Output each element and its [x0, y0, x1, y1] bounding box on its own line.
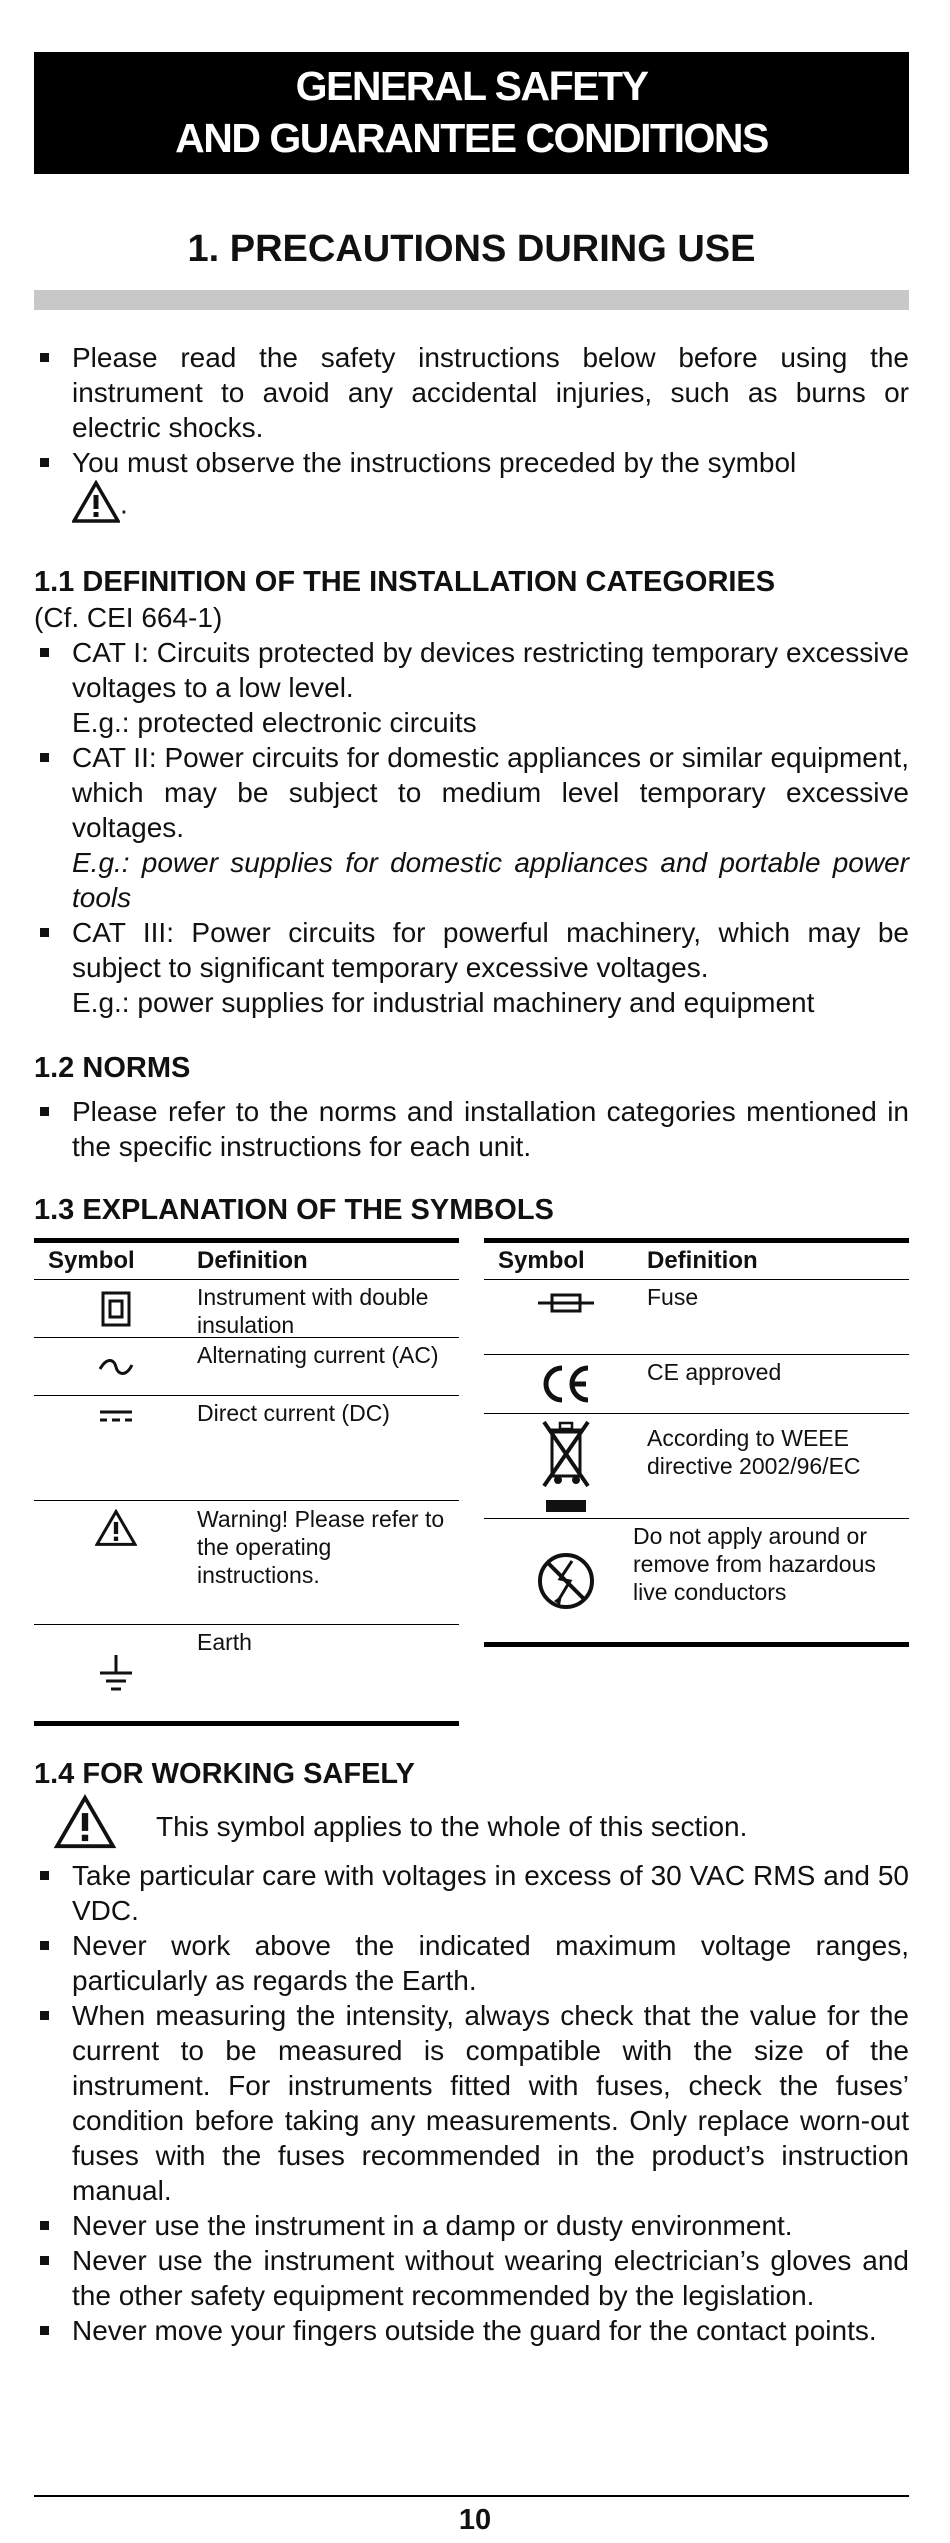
- ce-mark-icon: [484, 1355, 647, 1413]
- table-header: Symbol Definition: [484, 1238, 909, 1280]
- table-row: According to WEEE directive 2002/96/EC: [484, 1414, 909, 1519]
- direct-current-icon: [34, 1396, 197, 1500]
- section-1-2: [34, 1050, 909, 1164]
- list-item: CAT III: Power circuits for powerful machinery, which may be subject to significant temporary excessive voltages. E.g.: power supplies for industrial machinery and equipment: [34, 915, 909, 1020]
- list-item: Please refer to the norms and installation categories mentioned in the specific instructions for each unit.: [34, 1094, 909, 1164]
- table-header: Symbol Definition: [34, 1238, 459, 1280]
- grey-divider: [34, 290, 909, 310]
- list-item: Never work above the indicated maximum voltage ranges, particularly as regards the Earth.: [34, 1928, 909, 1998]
- table-row: Fuse: [484, 1280, 909, 1355]
- symbols-table: [34, 1238, 909, 1726]
- table-row: Instrument with double insulation: [34, 1280, 459, 1338]
- section-1-4: [34, 1756, 909, 2348]
- warning-icon: [34, 1501, 197, 1624]
- table-row: CE approved: [484, 1355, 909, 1414]
- heading-symbols: 1.3 EXPLANATION OF THE SYMBOLS: [34, 1194, 554, 1226]
- title-banner: [34, 52, 909, 174]
- earth-icon: [34, 1625, 197, 1721]
- list-item: When measuring the intensity, always check that the value for the current to be measured is compatible with the size of the instrument. For instruments fitted with fuses, check the fuses’ condition before taking any measurements. Only replace worn-out fuses with the fuses recommended in the product’s instruction manual.: [34, 1998, 909, 2208]
- precautions-list: [34, 340, 909, 532]
- list-item: Never move your fingers outside the guard for the contact points.: [34, 2313, 909, 2348]
- alternating-current-icon: [34, 1338, 197, 1395]
- table-row: Warning! Please refer to the operating instructions.: [34, 1501, 459, 1625]
- heading-working-safely: 1.4 FOR WORKING SAFELY: [34, 1758, 415, 1790]
- warning-icon: [34, 1794, 156, 1858]
- heading-installation-categories: 1.1 DEFINITION OF THE INSTALLATION CATEGORIES: [34, 566, 776, 598]
- page-number: 10: [458, 2504, 492, 2536]
- category-list: [34, 635, 909, 1020]
- section-1-3: [34, 1192, 909, 1726]
- table-row: Direct current (DC): [34, 1396, 459, 1501]
- list-item: You must observe the instructions preceded by the symbol .: [34, 445, 909, 532]
- list-item: CAT II: Power circuits for domestic appliances or similar equipment, which may be subject to medium level temporary excessive voltages. E.g.: power supplies for domestic appliances and portable power tools: [34, 740, 909, 915]
- working-safely-list: [34, 1858, 909, 2348]
- table-row: Earth: [34, 1625, 459, 1721]
- weee-bin-icon: [484, 1414, 647, 1518]
- list-item: Take particular care with voltages in excess of 30 VAC RMS and 50 VDC.: [34, 1858, 909, 1928]
- double-insulation-icon: [34, 1280, 197, 1337]
- symbols-column-left: [34, 1238, 459, 1726]
- norm-reference: (Cf. CEI 664-1): [34, 602, 223, 633]
- banner-line-2: AND GUARANTEE CONDITIONS: [175, 115, 768, 161]
- table-row: Do not apply around or remove from hazardous live conductors: [484, 1519, 909, 1647]
- section-1-1: [34, 564, 909, 1020]
- symbols-column-right: [484, 1238, 909, 1726]
- footer-rule: [34, 2495, 909, 2497]
- document-page: [34, 52, 909, 2348]
- norms-list: [34, 1094, 909, 1164]
- section-title: 1. PRECAUTIONS DURING USE: [187, 228, 756, 270]
- warning-icon: [72, 480, 120, 532]
- banner-line-1: GENERAL SAFETY: [295, 63, 648, 109]
- list-item: Never use the instrument in a damp or dusty environment.: [34, 2208, 909, 2243]
- list-item: Never use the instrument without wearing electrician’s gloves and the other safety equipment recommended by the legislation.: [34, 2243, 909, 2313]
- section-warning-note: This symbol applies to the whole of this section.: [34, 1794, 909, 1858]
- list-item: Please read the safety instructions below before using the instrument to avoid any accidental injuries, such as burns or electric shocks.: [34, 340, 909, 445]
- heading-norms: 1.2 NORMS: [34, 1052, 191, 1084]
- list-item: CAT I: Circuits protected by devices restricting temporary excessive voltages to a low level. E.g.: protected electronic circuits: [34, 635, 909, 740]
- no-live-conductors-icon: [484, 1519, 647, 1642]
- table-row: Alternating current (AC): [34, 1338, 459, 1396]
- fuse-icon: [484, 1280, 647, 1354]
